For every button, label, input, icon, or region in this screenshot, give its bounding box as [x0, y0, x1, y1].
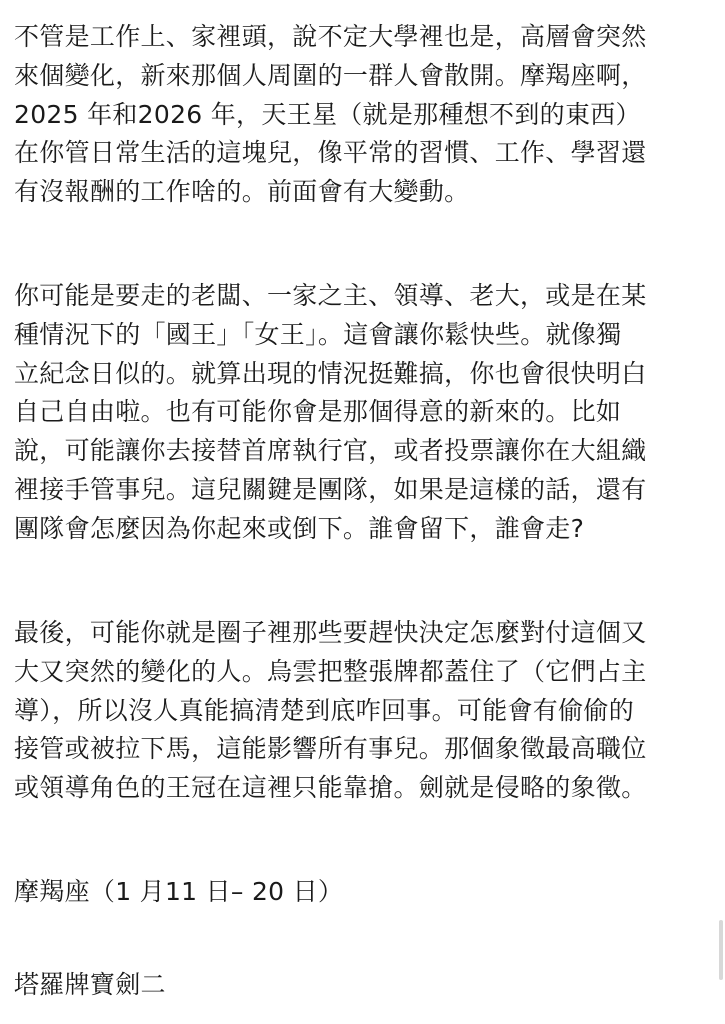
text-line: 來個變化，新來那個人周圍的一群人會散開。摩羯座啊，	[14, 60, 647, 90]
paragraph-conclusion	[14, 614, 720, 808]
sign-heading-text: 摩羯座（1 月11 日– 20 日）	[14, 877, 344, 906]
text-line: 自己自由啦。也有可能你會是那個得意的新來的。比如	[14, 397, 622, 427]
sign-heading	[14, 873, 720, 912]
text-line: 說，可能讓你去接替首席執行官，或者投票讓你在大組織	[14, 436, 647, 466]
text-line: 種情況下的「國王」「女王」。這會讓你鬆快些。就像獨	[14, 319, 622, 349]
card-heading	[14, 966, 720, 1005]
text-line: 導），所以沒人真能搞清楚到底咋回事。可能會有偷偷的	[14, 695, 635, 725]
text-line: 團隊會怎麼因為你起來或倒下。誰會留下，誰會走?	[14, 513, 585, 543]
text-line: 有沒報酬的工作啥的。前面會有大變動。	[14, 177, 470, 207]
paragraph-intro	[14, 18, 720, 212]
text-line: 你可能是要走的老闆、一家之主、領導、老大，或是在某	[14, 281, 647, 310]
text-line: 在你管日常生活的這塊兒，像平常的習慣、工作、學習還	[14, 138, 647, 168]
text-line: 最後，可能你就是圈子裡那些要趕快決定怎麼對付這個又	[14, 618, 647, 647]
text-line: 大又突然的變化的人。烏雲把整張牌都蓋住了（它們占主	[14, 656, 647, 686]
paragraph-leader	[14, 277, 720, 549]
text-line: 立紀念日似的。就算出現的情況挺難搞，你也會很快明白	[14, 358, 647, 388]
text-line: 接管或被拉下馬，這能影響所有事兒。那個象徵最高職位	[14, 734, 647, 764]
text-line: 不管是工作上、家裡頭，說不定大學裡也是，高層會突然	[14, 22, 647, 51]
text-line: 或領導角色的王冠在這裡只能靠搶。劍就是侵略的象徵。	[14, 773, 647, 803]
text-line: 裡接手管事兒。這兒關鍵是團隊，如果是這樣的話，還有	[14, 474, 647, 504]
scrollbar-thumb[interactable]	[719, 920, 723, 980]
card-heading-text: 塔羅牌寶劍二	[14, 970, 166, 999]
text-line: 2025 年和2026 年，天王星（就是那種想不到的東西）	[14, 99, 641, 129]
